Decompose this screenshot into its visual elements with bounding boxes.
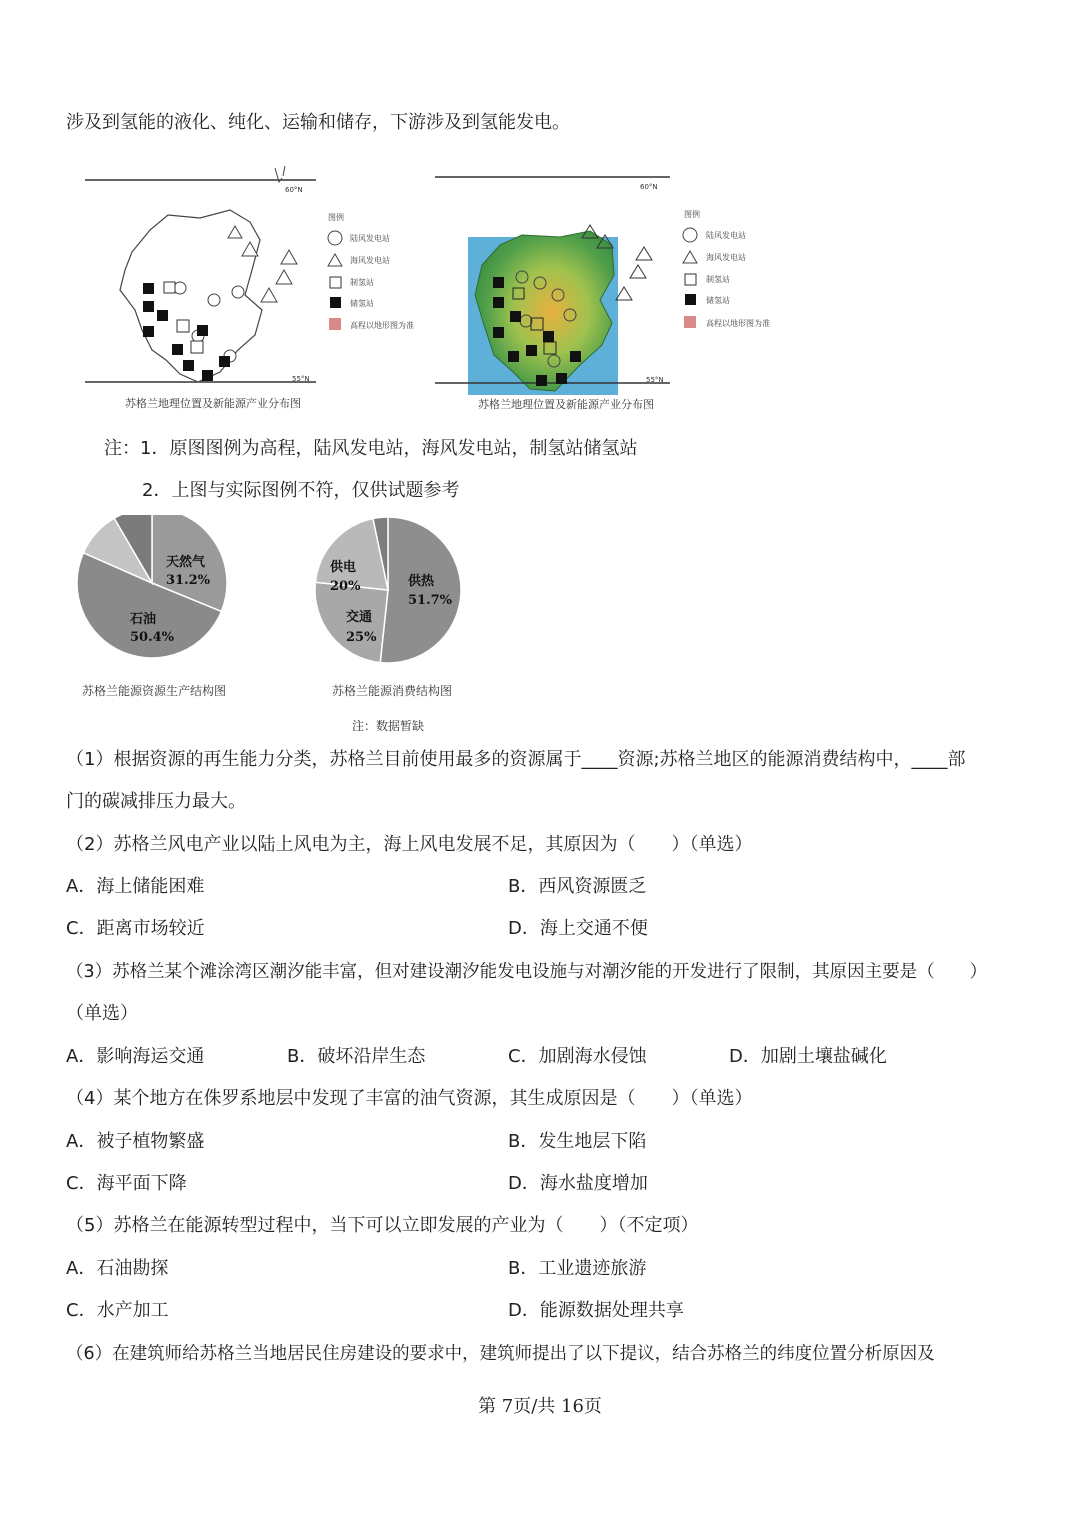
hydrogen-storage-marker [508, 351, 519, 362]
note-2: 2．上图与实际图例不符，仅供试题参考 [142, 480, 460, 501]
q3-stem: （3）苏格兰某个滩涂湾区潮汐能丰富，但对建设潮汐能发电设施与对潮汐能的开发进行了限制，其原因主要是（ ） [66, 962, 988, 982]
legend-elevation: 高程以地形图为准 [706, 319, 770, 328]
offshore-wind-marker [630, 265, 646, 278]
hydrogen-storage-marker [183, 360, 194, 371]
pie2-value-heat: 51.7% [408, 593, 453, 608]
q1-line1: （1）根据资源的再生能力分类，苏格兰目前使用最多的资源属于____资源;苏格兰地区的能源消费结构中，____部 [66, 749, 966, 770]
legend-storage: 储氢站 [350, 299, 374, 308]
pie2-label-heat: 供热 [408, 574, 435, 589]
offshore-wind-marker [261, 288, 277, 302]
lat-60-label: 60°N [640, 183, 658, 191]
hydrogen-storage-marker [556, 373, 567, 384]
pie-charts [70, 515, 490, 735]
q4-option-c[interactable]: C．海平面下降 [66, 1173, 187, 1194]
hydrogen-storage-marker [143, 326, 154, 337]
pie1-label-gas: 天然气 [166, 555, 206, 570]
lat-60-label: 60°N [285, 186, 303, 194]
lat-55-label: 55°N [646, 376, 664, 384]
q3-option-c[interactable]: C．加剧海水侵蚀 [508, 1046, 647, 1067]
hydrogen-storage-marker [143, 283, 154, 294]
legend-offshore: 海风发电站 [706, 253, 746, 262]
q4-stem: （4）某个地方在侏罗系地层中发现了丰富的油气资源，其生成原因是（ ）（单选） [66, 1088, 753, 1109]
q3-option-a[interactable]: A．影响海运交通 [66, 1046, 205, 1067]
pie2-title: 苏格兰能源消费结构图 [332, 684, 453, 698]
legend-production: 制氢站 [350, 278, 374, 287]
left-map-figure [80, 160, 420, 420]
pie1-label-oil: 石油 [130, 612, 157, 627]
q6-stem: （6）在建筑师给苏格兰当地居民住房建设的要求中，建筑师提出了以下提议，结合苏格兰的纬度位置分析原因及 [66, 1344, 935, 1364]
q2-stem: （2）苏格兰风电产业以陆上风电为主，海上风电发展不足，其原因为（ ）（单选） [66, 834, 753, 855]
hydrogen-storage-marker [493, 327, 504, 338]
q5-option-b[interactable]: B．工业遗迹旅游 [508, 1258, 647, 1279]
offshore-wind-marker [636, 247, 652, 260]
hydrogen-storage-marker [510, 311, 521, 322]
q2-option-c[interactable]: C．距离市场较近 [66, 918, 205, 939]
chart-note: 注：数据暂缺 [352, 719, 425, 733]
lat-55-label: 55°N [292, 375, 310, 383]
legend-production: 制氢站 [706, 275, 730, 284]
legend-elevation: 高程以地形图为准 [350, 321, 414, 330]
onshore-wind-marker [208, 294, 220, 306]
pie-slice [380, 517, 461, 663]
q2-option-a[interactable]: A．海上储能困难 [66, 876, 205, 897]
hydrogen-storage-marker [143, 301, 154, 312]
hydrogen-storage-marker [526, 345, 537, 356]
page-footer: 第 7页/共 16页 [478, 1396, 602, 1417]
legend-title: 图例 [684, 210, 700, 219]
legend-offshore: 海风发电站 [350, 256, 390, 265]
hydrogen-storage-marker [493, 277, 504, 288]
q2-option-b[interactable]: B．西风资源匮乏 [508, 876, 647, 897]
hydrogen-production-marker [177, 320, 189, 332]
hydrogen-storage-marker [197, 325, 208, 336]
q5-option-c[interactable]: C．水产加工 [66, 1300, 169, 1321]
pie1-title: 苏格兰能源资源生产结构图 [82, 684, 227, 698]
legend-onshore: 陆风发电站 [350, 234, 390, 243]
hydrogen-storage-marker [219, 356, 230, 367]
legend-onshore: 陆风发电站 [706, 231, 746, 240]
offshore-wind-marker [616, 287, 632, 300]
pie1-value-gas: 31.2% [166, 573, 211, 588]
q5-option-d[interactable]: D．能源数据处理共享 [508, 1300, 684, 1321]
pie2-value-transport: 25% [346, 630, 377, 645]
hydrogen-storage-marker [493, 297, 504, 308]
pie1-value-oil: 50.4% [130, 630, 175, 645]
pie2-label-power: 供电 [330, 560, 357, 575]
right-map-caption: 苏格兰地理位置及新能源产业分布图 [478, 398, 654, 411]
q4-option-b[interactable]: B．发生地层下陷 [508, 1131, 647, 1152]
offshore-wind-marker [276, 270, 292, 284]
q5-stem: （5）苏格兰在能源转型过程中，当下可以立即发展的产业为（ ）（不定项） [66, 1215, 699, 1236]
q2-option-d[interactable]: D．海上交通不便 [508, 918, 648, 939]
q1-line2: 门的碳减排压力最大。 [66, 791, 246, 812]
onshore-wind-marker [232, 286, 244, 298]
q4-option-a[interactable]: A．被子植物繁盛 [66, 1131, 205, 1152]
hydrogen-storage-marker [570, 351, 581, 362]
legend-storage: 储氢站 [706, 296, 730, 305]
pie2-value-power: 20% [330, 579, 361, 594]
right-map-figure [430, 165, 800, 420]
q5-option-a[interactable]: A．石油勘探 [66, 1258, 169, 1279]
hydrogen-storage-marker [536, 375, 547, 386]
intro-line: 涉及到氢能的液化、纯化、运输和储存，下游涉及到氢能发电。 [66, 112, 570, 133]
hydrogen-storage-marker [543, 331, 554, 342]
hydrogen-storage-marker [202, 370, 213, 381]
legend-title: 图例 [328, 213, 344, 222]
hydrogen-storage-marker [172, 344, 183, 355]
q3-stem-2: （单选） [66, 1003, 138, 1024]
left-map-caption: 苏格兰地理位置及新能源产业分布图 [125, 397, 301, 410]
hydrogen-storage-marker [157, 310, 168, 321]
q3-option-b[interactable]: B．破坏沿岸生态 [287, 1046, 426, 1067]
hydrogen-production-marker [164, 282, 175, 293]
pie2-label-transport: 交通 [346, 610, 373, 625]
offshore-wind-marker [281, 250, 297, 264]
q3-option-d[interactable]: D．加剧土壤盐碱化 [729, 1046, 887, 1067]
q4-option-d[interactable]: D．海水盐度增加 [508, 1173, 648, 1194]
onshore-wind-marker [174, 282, 186, 294]
note-1: 注：1．原图图例为高程，陆风发电站，海风发电站，制氢站储氢站 [104, 438, 638, 459]
hydrogen-production-marker [191, 341, 203, 353]
